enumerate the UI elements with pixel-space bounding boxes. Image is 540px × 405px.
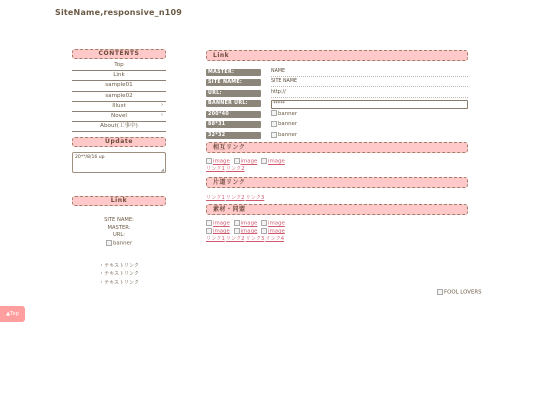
update-text: 20**/8/16 up (75, 155, 105, 161)
mutual-image-link[interactable]: image (261, 158, 285, 166)
info-row-url (206, 88, 468, 99)
site-info (72, 217, 166, 248)
main-content (206, 50, 468, 243)
broken-image-icon (261, 228, 267, 234)
material-link[interactable]: リンク4 (265, 235, 285, 242)
contents-menu (72, 61, 166, 132)
contents-heading: CONTENTS (72, 49, 166, 59)
material-link[interactable]: リンク3 (245, 235, 265, 242)
chevron-right-icon: › (161, 111, 163, 118)
info-label: 32*32 (206, 132, 261, 139)
text-link[interactable]: ・テキストリンク (99, 279, 139, 286)
link-heading: Link (206, 50, 468, 61)
info-label: MASTER: (206, 69, 261, 76)
broken-image-icon (261, 158, 267, 164)
menu-item-about[interactable] (72, 122, 166, 132)
broken-image-icon (206, 220, 212, 226)
broken-image-icon (437, 289, 443, 295)
menu-item-link[interactable] (72, 71, 166, 81)
info-row-master (206, 67, 468, 78)
mutual-image-link[interactable]: image (234, 158, 258, 166)
mutual-image-link[interactable]: image (206, 158, 230, 166)
banner-url-input[interactable]: ***** (271, 100, 468, 110)
info-value: http:// (271, 89, 468, 98)
menu-item-label: sample01 (105, 82, 133, 89)
material-image-link[interactable]: image (261, 228, 285, 236)
update-heading: Update (72, 137, 166, 147)
broken-image-icon (271, 132, 277, 138)
material-image-row (206, 228, 468, 236)
mutual-link[interactable]: リンク1 (206, 165, 225, 172)
material-link[interactable]: リンク2 (225, 235, 245, 242)
site-title[interactable]: SiteName,responsive_n109 (55, 8, 183, 17)
fool-lovers-banner[interactable]: FOOL LOVERS (437, 289, 482, 296)
info-row-banner-url (206, 99, 468, 110)
banner-image: banner (271, 110, 468, 118)
broken-image-icon (271, 121, 277, 127)
info-value: SITE NAME (271, 78, 468, 87)
page-top-button[interactable]: ▲Top (0, 306, 25, 322)
info-row-88x31 (206, 120, 468, 131)
mutual-image-row (206, 158, 468, 166)
oneway-link[interactable]: リンク3 (245, 195, 265, 202)
material-image-link[interactable]: image (206, 220, 230, 228)
menu-item-sample02[interactable] (72, 92, 166, 102)
broken-image-icon (206, 228, 212, 234)
url-label: URL: (112, 232, 126, 239)
mutual-link[interactable]: リンク2 (225, 165, 245, 172)
material-image-link[interactable]: image (234, 220, 258, 228)
broken-image-icon (206, 158, 212, 164)
site-name-label: SITE NAME: (104, 217, 134, 224)
material-text-links (206, 236, 468, 243)
oneway-text-links (206, 195, 468, 202)
banner-image: banner (106, 240, 132, 248)
info-label: BANNER URL: (206, 100, 261, 107)
material-image-link[interactable]: image (206, 228, 230, 236)
broken-image-icon (271, 110, 277, 116)
mutual-link-heading: 相互リンク (206, 142, 468, 153)
menu-item-label: sample02 (105, 92, 133, 99)
info-label: 88*31 (206, 121, 261, 128)
oneway-link[interactable]: リンク1 (206, 195, 225, 202)
banner-image: banner (271, 120, 468, 128)
broken-image-icon (234, 158, 240, 164)
oneway-link[interactable]: リンク2 (225, 195, 245, 202)
chevron-right-icon: › (161, 101, 163, 108)
menu-item-illust[interactable] (72, 102, 166, 112)
master-label: MASTER: (107, 224, 131, 231)
banner-image: banner (271, 131, 468, 139)
oneway-link-heading: 片道リンク (206, 177, 468, 188)
menu-item-top[interactable] (72, 61, 166, 71)
info-label: 200*40 (206, 111, 261, 118)
menu-item-sample01[interactable] (72, 81, 166, 91)
menu-item-label: Link (113, 72, 125, 79)
text-link-list (72, 262, 166, 287)
menu-item-label: Novel (111, 112, 127, 119)
link-heading-sidebar: Link (72, 196, 166, 206)
text-link[interactable]: ・テキストリンク (99, 262, 139, 269)
info-label: SITE NAME: (206, 79, 261, 86)
info-label: URL: (206, 90, 261, 97)
mutual-text-links (206, 166, 468, 173)
broken-image-icon (261, 220, 267, 226)
resize-grip-icon[interactable]: ◢ (160, 167, 164, 173)
menu-item-label: Top (114, 62, 124, 68)
broken-image-icon (234, 228, 240, 234)
material-link[interactable]: リンク1 (206, 235, 225, 242)
menu-item-novel[interactable] (72, 112, 166, 122)
material-heading: 素材・同盟 (206, 204, 468, 215)
update-textarea[interactable] (72, 152, 166, 173)
info-row-32x32 (206, 131, 468, 142)
broken-image-icon (106, 240, 112, 246)
info-value: NAME (271, 68, 468, 77)
text-link[interactable]: ・テキストリンク (99, 271, 139, 278)
broken-image-icon (234, 220, 240, 226)
info-row-site-name (206, 78, 468, 89)
menu-item-label: Illust (112, 102, 126, 109)
info-row-200x40 (206, 109, 468, 120)
sidebar (72, 49, 166, 287)
menu-item-label: About(工事中) (100, 123, 138, 130)
material-image-row (206, 220, 468, 228)
material-image-link[interactable]: image (261, 220, 285, 228)
material-image-link[interactable]: image (234, 228, 258, 236)
link-info-table (206, 67, 468, 141)
